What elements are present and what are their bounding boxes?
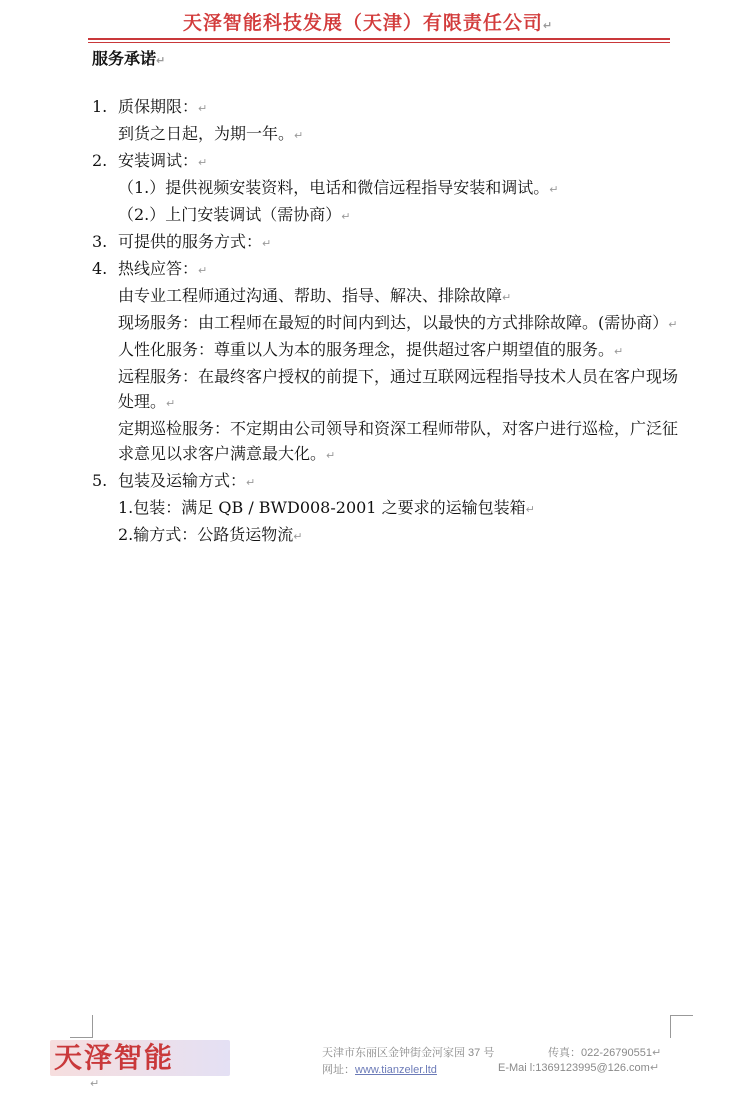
warranty-line	[92, 121, 682, 148]
hotline-onsite	[92, 310, 682, 337]
section-heading: 安装调试：	[118, 151, 199, 170]
paragraph-text: 人性化服务：尊重以人为本的服务理念，提供超过客户期望值的服务。	[118, 340, 615, 359]
paragraph-mark-icon: ↵	[502, 291, 512, 304]
section-heading: 热线应答：	[118, 259, 199, 278]
section-heading: 可提供的服务方式：	[118, 232, 263, 251]
company-name: 天泽智能科技发展（天津）有限责任公司	[182, 12, 543, 34]
section-installation	[92, 148, 682, 175]
paragraph-mark-icon: ↵	[651, 1046, 662, 1059]
paragraph-mark-icon: ↵	[156, 54, 166, 67]
hotline-line-1	[92, 283, 682, 310]
header-rule	[88, 38, 670, 40]
paragraph-mark-icon: ↵	[246, 476, 256, 489]
paragraph-mark-icon: ↵	[668, 318, 678, 331]
email-label: E-Mai l:	[498, 1062, 536, 1074]
paragraph-mark-icon: ↵	[198, 102, 208, 115]
paragraph-mark-icon: ↵	[293, 530, 303, 543]
footer-address	[322, 1044, 494, 1060]
address-text: 天津市东丽区金钟街金河家园 37 号	[322, 1047, 495, 1059]
paragraph-text: 定期巡检服务：不定期由公司领导和资深工程师带队，对客户进行巡检，广泛征求意见以求客户满意最大化。	[118, 419, 679, 463]
paragraph-mark-icon: ↵	[294, 129, 304, 142]
section-number: 1.	[92, 97, 108, 116]
paragraph-mark-icon: ↵	[542, 19, 554, 32]
paragraph-text: 到货之日起，为期一年。	[118, 124, 295, 143]
logo-text: 天泽智能	[54, 1041, 175, 1074]
paragraph-mark-icon: ↵	[525, 503, 535, 516]
packaging-line-1	[92, 495, 682, 522]
section-warranty	[92, 94, 682, 121]
margin-corner-mark	[70, 1015, 93, 1038]
paragraph-text: 由专业工程师通过沟通、帮助、指导、解决、排除故障	[118, 286, 503, 305]
margin-corner-mark	[670, 1015, 693, 1038]
footer-website	[322, 1061, 437, 1077]
section-heading: 包装及运输方式：	[118, 471, 247, 490]
company-header	[0, 8, 736, 35]
paragraph-mark-icon: ↵	[198, 264, 208, 277]
website-label: 网址：	[322, 1064, 355, 1076]
footer-fax	[548, 1044, 661, 1060]
paragraph-text: 现场服务：由工程师在最短的时间内到达，以最快的方式排除故障。(需协商）	[118, 313, 669, 332]
email-address: 1369123995@126.com	[535, 1062, 650, 1074]
hotline-inspection	[92, 416, 682, 468]
section-number: 2.	[92, 151, 108, 170]
website-link[interactable]: www.tianzeler.ltd	[355, 1064, 437, 1076]
document-title-text: 服务承诺	[92, 49, 157, 68]
section-hotline	[92, 256, 682, 283]
section-service-modes	[92, 229, 682, 256]
installation-line-2	[92, 202, 682, 229]
section-heading: 质保期限：	[118, 97, 199, 116]
section-packaging	[92, 468, 682, 495]
fax-label: 传真：	[548, 1047, 581, 1059]
document-body	[92, 46, 682, 549]
paragraph-mark-icon: ↵	[649, 1061, 660, 1074]
footer-logo	[50, 1040, 230, 1076]
header-rule-thin	[88, 42, 670, 43]
installation-line-1	[92, 175, 682, 202]
paragraph-mark-icon: ↵	[262, 237, 272, 250]
section-number: 3.	[92, 232, 108, 251]
paragraph-mark-icon: ↵	[614, 345, 624, 358]
paragraph-text: 远程服务：在最终客户授权的前提下，通过互联网远程指导技术人员在客户现场处理。	[118, 367, 679, 411]
fax-number: 022-26790551	[581, 1047, 652, 1059]
footer-email	[498, 1061, 659, 1074]
hotline-remote	[92, 364, 682, 416]
paragraph-mark-icon: ↵	[198, 156, 208, 169]
document-title	[92, 46, 682, 73]
paragraph-mark-icon: ↵	[549, 183, 559, 196]
paragraph-text: 1.包装：满足 QB / BWD008-2001 之要求的运输包装箱	[118, 498, 526, 517]
hotline-humanized	[92, 337, 682, 364]
paragraph-mark-icon: ↵	[166, 397, 176, 410]
section-number: 5.	[92, 471, 108, 490]
section-number: 4.	[92, 259, 108, 278]
paragraph-text: 2.输方式：公路货运物流	[118, 525, 294, 544]
paragraph-mark-icon: ↵	[341, 210, 351, 223]
paragraph-mark-icon: ↵	[326, 449, 336, 462]
paragraph-text: （1.）提供视频安装资料，电话和微信远程指导安装和调试。	[118, 178, 550, 197]
packaging-line-2	[92, 522, 682, 549]
paragraph-text: （2.）上门安装调试（需协商）	[118, 205, 342, 224]
paragraph-mark-icon: ↵	[90, 1077, 100, 1090]
